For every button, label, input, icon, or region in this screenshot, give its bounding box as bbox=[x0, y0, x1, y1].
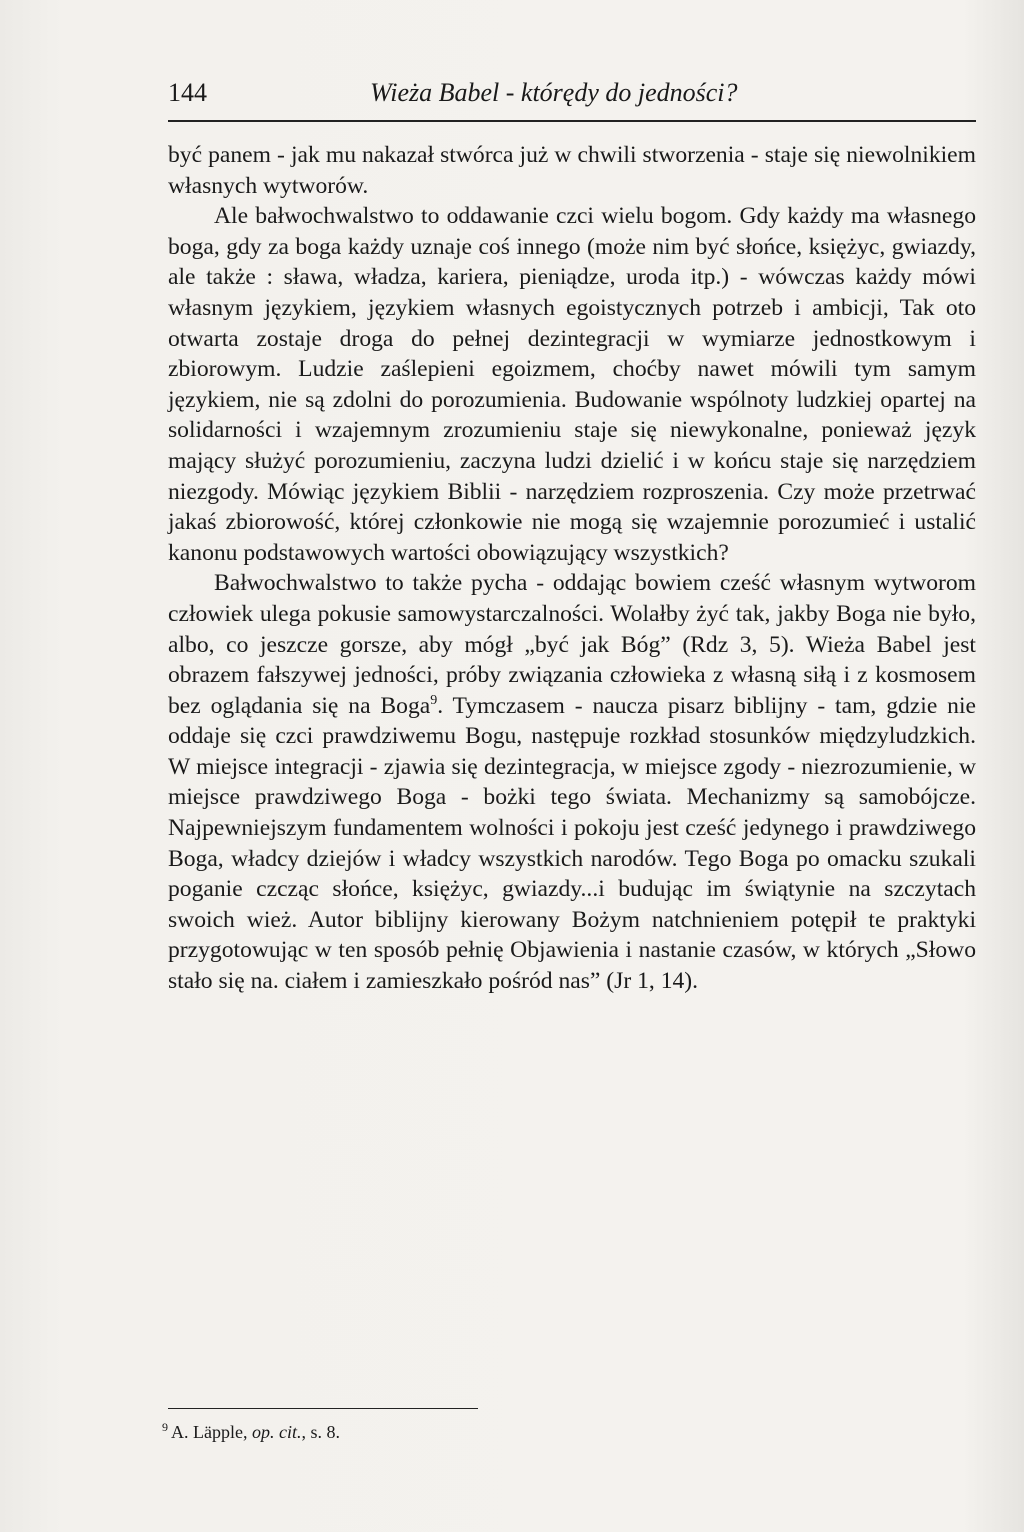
header-rule bbox=[168, 120, 976, 122]
footnote-mark: 9 bbox=[162, 1420, 168, 1434]
footnote bbox=[162, 1416, 762, 1443]
footnote-author: A. Läpple, bbox=[171, 1422, 248, 1442]
running-title: Wieża Babel - którędy do jedności? bbox=[370, 78, 738, 107]
page-header bbox=[168, 78, 976, 118]
paragraph-2: Ale bałwochwalstwo to oddawanie czci wielu bogom. Gdy każdy ma własnego boga, gdy za boga każdy uznaje coś innego (może nim być słońce, księżyc, gwiazdy, ale także : sława, władza, kariera, pieniądze, uroda itp.) - wówczas każdy mówi własnym językiem, językiem własnych egoistycznych potrzeb i ambicji, Tak oto otwarta zostaje droga do pełnej dezintegracji w wymiarze jednostkowym i zbiorowym. Ludzie zaślepieni egoizmem, choćby nawet mówili tym samym językiem, nie są zdolni do porozumienia. Budowanie wspólnoty ludzkiej opartej na solidarności i wzajemnym zrozumieniu staje się niewykonalne, ponieważ język mający służyć porozumieniu, zaczyna ludzi dzielić i w końcu staje się narzędziem niezgody. Mówiąc językiem Biblii - narzędziem rozproszenia. Czy może przetrwać jakaś zbiorowość, której członkowie nie mogą się wzajemnie porozumieć i ustalić kanonu podstawowych wartości obowiązujący wszystkich? bbox=[168, 203, 976, 566]
footnote-work: op. cit. bbox=[251, 1422, 302, 1442]
paragraph-3 bbox=[168, 568, 976, 996]
footnote-reference[interactable]: 9 bbox=[430, 692, 438, 708]
footnote-rest: , s. 8. bbox=[301, 1422, 340, 1442]
page-number: 144 bbox=[168, 78, 207, 107]
paragraph-3-text-after: . Tymczasem - naucza pisarz biblijny - tam, gdzie nie oddaje się czci prawdziwemu Bogu, następuje rozkład stosunków międzyludzkich. W miejsce integracji - zjawia się dezintegracja, w miejsce zgody - niezrozumienie, w miejsce prawdziwego Boga - bożki tego świata. Mechanizmy są samobójcze. Najpewniejszym fundamentem wolności i pokoju jest cześć jedynego i prawdziwego Boga, władcy dziejów i władcy wszystkich narodów. Tego Boga po omacku szukali poganie czcząc słońce, księżyc, gwiazdy...i budując im świątynie na szczytach swoich wież. Autor biblijny kierowany Bożym natchnieniem potępił te praktyki przygotowując w ten sposób pełnię Objawienia i nastanie czasów, w których „Słowo stało się na. ciałem i zamieszkało pośród nas” (Jr 1, 14). bbox=[168, 692, 976, 995]
paragraph-1: być panem - jak mu nakazał stwórca już w chwili stworzenia - staje się niewolnikiem własnych wytworów. bbox=[168, 142, 976, 199]
paragraph-3-text-before: Bałwochwalstwo to także pycha - oddając bowiem cześć własnym wytworom człowiek ulega pokusie samowystarczalności. Wolałby żyć tak, jakby Boga nie było, albo, co jeszcze gorsze, aby mógł „być jak Bóg” (Rdz 3, 5). Wieża Babel jest obrazem fałszywej jedności, próby związania człowieka z własną siłą i z kosmosem bez oglądania się na Boga bbox=[168, 570, 976, 719]
footnote-rule bbox=[168, 1408, 478, 1409]
body-text bbox=[168, 140, 976, 997]
